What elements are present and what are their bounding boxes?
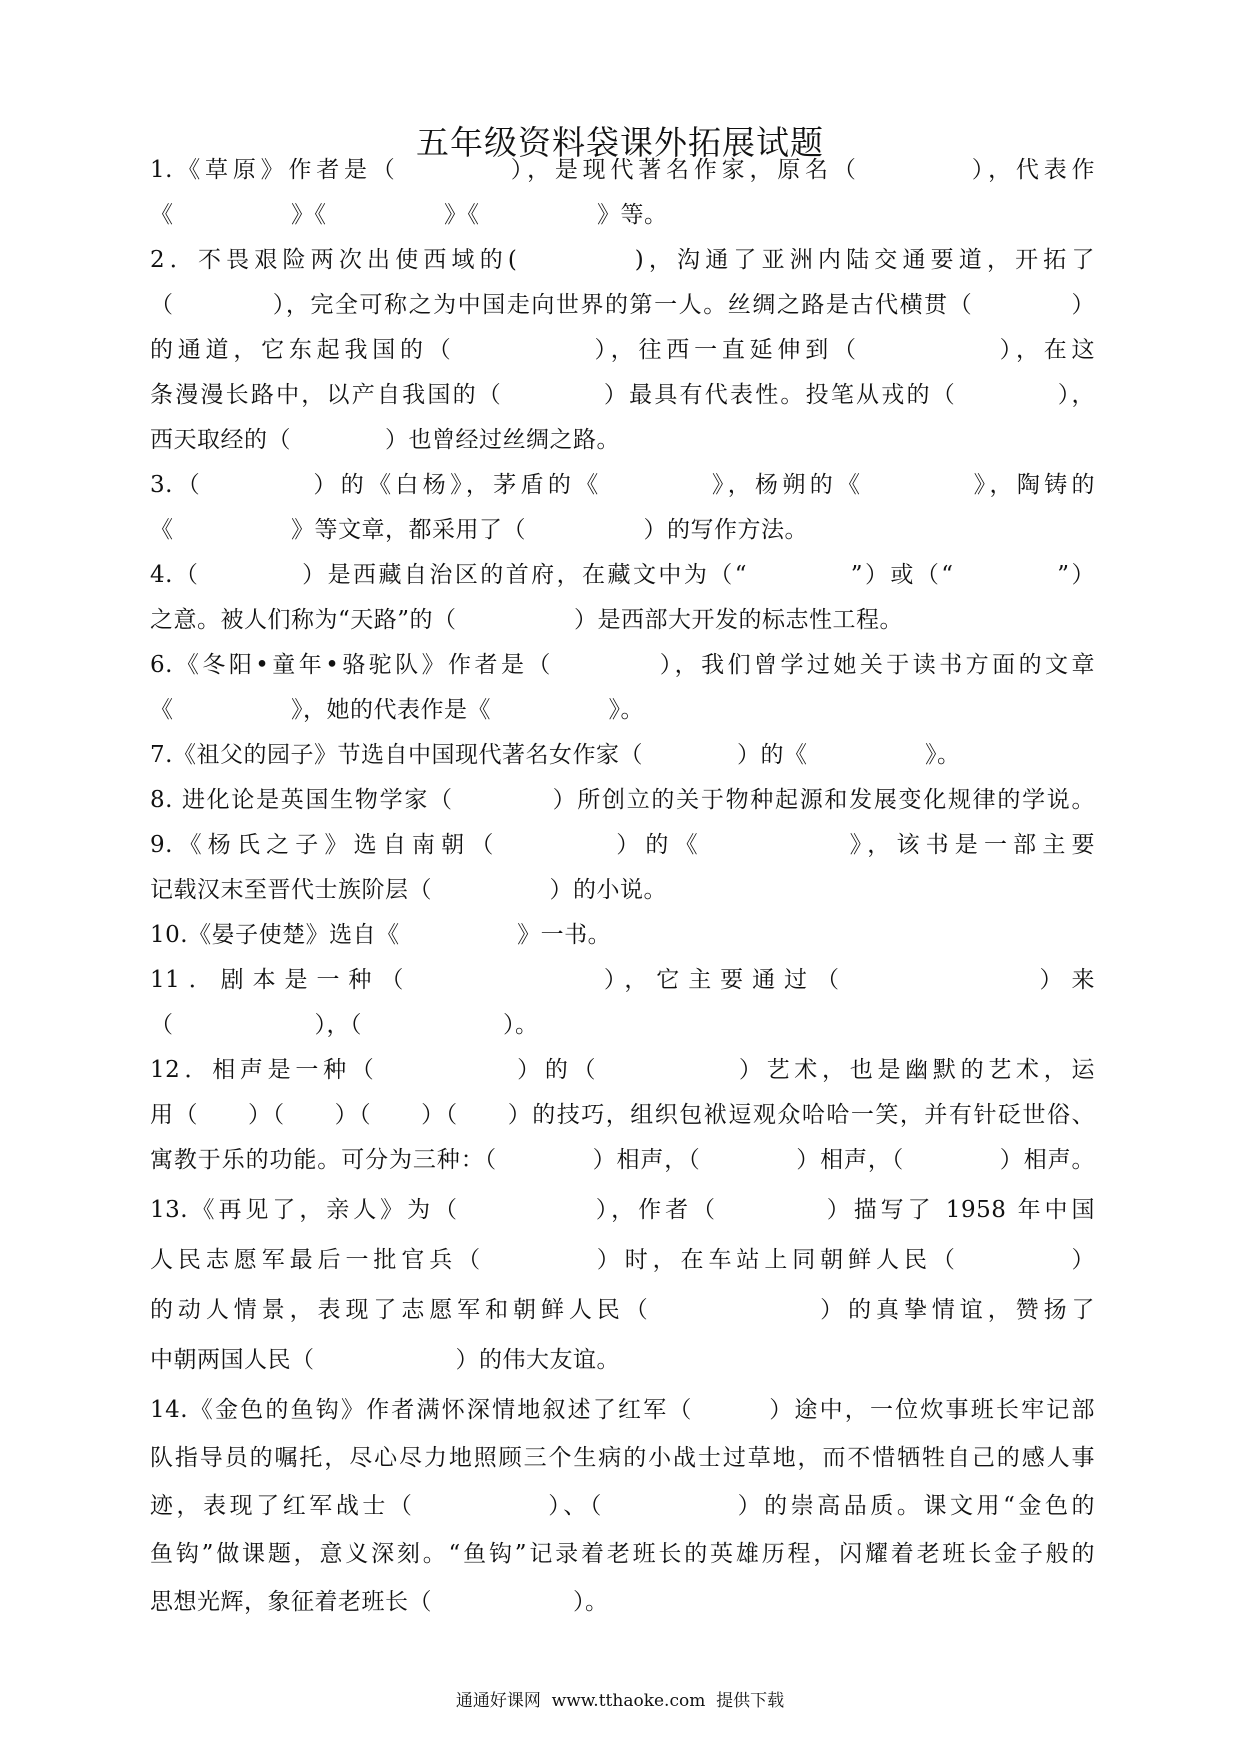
text-line: 条漫漫长路中，以产自我国的（ ）最具有代表性。投笔从戎的（ ）， bbox=[150, 382, 1095, 408]
text-line: 10.《晏子使楚》选自《 》一书。 bbox=[150, 922, 612, 948]
text-line: 西天取经的（ ）也曾经过丝绸之路。 bbox=[150, 427, 620, 453]
text-line: 1.《草原》作者是（ ），是现代著名作家，原名（ ），代表作 bbox=[150, 157, 1095, 183]
text-line: 思想光辉，象征着老班长（ ）。 bbox=[150, 1589, 609, 1615]
text-line: 迹，表现了红军战士（ ）、（ ）的崇高品质。课文用“金色的 bbox=[150, 1493, 1095, 1519]
text-line: 11．剧本是一种（ ），它主要通过（ ）来 bbox=[150, 967, 1095, 993]
text-line: 4.（ ）是西藏自治区的首府，在藏文中为（“ ”）或（“ ”） bbox=[150, 562, 1095, 588]
text-line: 12．相声是一种（ ）的（ ）艺术，也是幽默的艺术，运 bbox=[150, 1057, 1095, 1083]
text-line: 之意。被人们称为“天路”的（ ）是西部大开发的标志性工程。 bbox=[150, 607, 904, 633]
text-line: 7.《祖父的园子》节选自中国现代著名女作家（ ）的《 》。 bbox=[150, 742, 961, 768]
text-line: 3.（ ）的《白杨》，茅盾的《 》，杨朔的《 》，陶铸的 bbox=[150, 472, 1095, 498]
text-line: 8. 进化论是英国生物学家（ ）所创立的关于物种起源和发展变化规律的学说。 bbox=[150, 787, 1095, 813]
text-line: 《 》等文章，都采用了（ ）的写作方法。 bbox=[150, 517, 808, 543]
text-line: 队指导员的嘱托，尽心尽力地照顾三个生病的小战士过草地，而不惜牺牲自己的感人事 bbox=[150, 1445, 1095, 1471]
text-line: 《 》《 》《 》等。 bbox=[150, 202, 668, 228]
text-line: 6.《冬阳•童年•骆驼队》作者是（ ），我们曾学过她关于读书方面的文章 bbox=[150, 652, 1095, 678]
text-line: 记载汉末至晋代士族阶层（ ）的小说。 bbox=[150, 877, 667, 903]
text-line: 《 》，她的代表作是《 》。 bbox=[150, 697, 644, 723]
text-line: （ ），（ ）。 bbox=[150, 1012, 539, 1038]
text-line: 14.《金色的鱼钩》作者满怀深情地叙述了红军（ ）途中，一位炊事班长牢记部 bbox=[150, 1397, 1095, 1423]
text-line: 寓教于乐的功能。可分为三种：（ ）相声，（ ）相声，（ ）相声。 bbox=[150, 1147, 1095, 1173]
text-line: 鱼钩”做课题，意义深刻。“鱼钩”记录着老班长的英雄历程，闪耀着老班长金子般的 bbox=[150, 1541, 1095, 1567]
text-line: 2．不畏艰险两次出使西域的( )，沟通了亚洲内陆交通要道，开拓了 bbox=[150, 247, 1095, 273]
text-line: 的通道，它东起我国的（ ），往西一直延伸到（ ），在这 bbox=[150, 337, 1095, 363]
text-line: 人民志愿军最后一批官兵（ ）时，在车站上同朝鲜人民（ ） bbox=[150, 1247, 1095, 1273]
text-line: 中朝两国人民（ ）的伟大友谊。 bbox=[150, 1347, 620, 1373]
text-line: 的动人情景，表现了志愿军和朝鲜人民（ ）的真挚情谊，赞扬了 bbox=[150, 1297, 1095, 1323]
text-line: 用（ ）（ ）（ ）（ ）的技巧，组织包袱逗观众哈哈一笑，并有针砭世俗、 bbox=[150, 1102, 1095, 1128]
text-line: 13.《再见了，亲人》为（ ），作者（ ）描写了 1958 年中国 bbox=[150, 1197, 1095, 1223]
text-line: （ ），完全可称之为中国走向世界的第一人。丝绸之路是古代横贯（ ） bbox=[150, 292, 1095, 318]
page-footer: 通通好课网 www.tthaoke.com 提供下载 bbox=[455, 1691, 785, 1711]
page-title: 五年级资料袋课外拓展试题 bbox=[416, 123, 824, 162]
text-line: 9.《杨氏之子》选自南朝（ ）的《 》，该书是一部主要 bbox=[150, 832, 1095, 858]
